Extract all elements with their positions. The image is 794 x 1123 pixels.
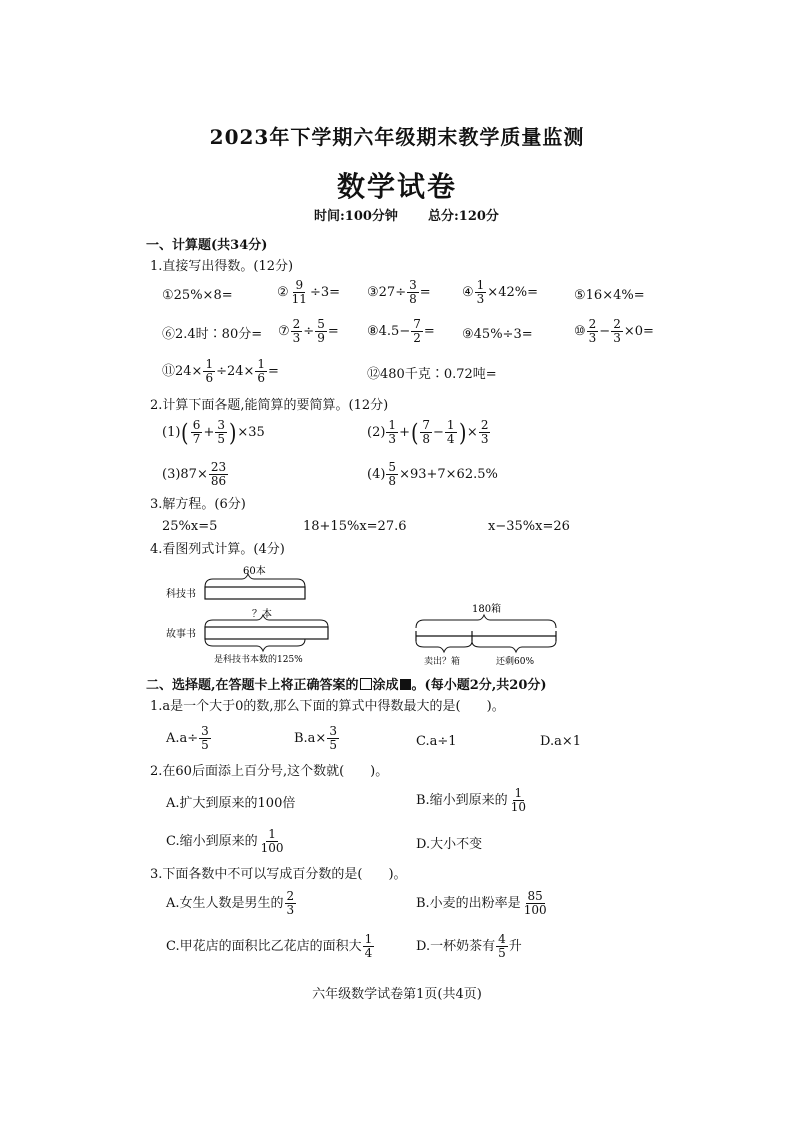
- calc-item-5: ⑤16×4%=: [574, 288, 645, 303]
- diagram2-left-label: 卖出？箱: [424, 657, 461, 667]
- q2-problem-3: (3)87× $\frac{23}{86}$: [162, 460, 227, 488]
- q3-label: 3.解方程。(6分): [150, 497, 246, 512]
- diagram2-top-brace: [416, 615, 556, 628]
- diagram2-right-brace: [472, 641, 556, 652]
- q2-label: 2.计算下面各题,能简算的要简算。(12分): [150, 398, 389, 413]
- calc-item-2: ② $\frac{9}{11}$ ÷3=: [277, 278, 340, 306]
- s2-q1-option-b: B.a× $\frac{3}{5}$: [294, 724, 337, 752]
- empty-square-icon: [360, 678, 372, 690]
- filled-square-icon: [400, 679, 411, 690]
- calc-item-3: ③27÷ $\frac{3}{8}$ =: [367, 278, 431, 306]
- diagram1-bottom-label: 是科技书本数的125%: [214, 655, 303, 665]
- diagram2-left-brace: [416, 641, 472, 652]
- diagram1-top-label: 60本: [243, 566, 266, 577]
- q2-problem-4: (4) $\frac{5}{8}$ ×93+7×62.5%: [367, 460, 498, 488]
- diagram1-bar-science: [205, 587, 305, 599]
- s2-q3-option-a: A.女生人数是男生的 $\frac{2}{3}$: [166, 889, 295, 917]
- diagram1-question-label: ？本: [252, 609, 272, 620]
- s2-q2-option-b: B.缩小到原来的 $\frac{1}{10}$: [416, 786, 526, 814]
- calc-item-4: ④ $\frac{1}{3}$ ×42%=: [462, 278, 538, 306]
- exam-subtitle: 数学试卷: [336, 170, 457, 203]
- diagram1-row1-label: 科技书: [166, 589, 196, 600]
- s2-q3-option-b: B.小麦的出粉率是 $\frac{85}{100}$: [416, 889, 547, 917]
- diagram2-right-label: 还剩60%: [496, 657, 535, 667]
- q2-problem-2: (2) $\frac{1}{3}$ +( $\frac{7}{8}$ − $\frac{1}{4}$ )× $\frac{2}{3}$: [367, 418, 489, 447]
- s2-q2-option-a: A.扩大到原来的100倍: [166, 796, 296, 811]
- equation-2: 18+15%x=27.6: [303, 519, 407, 534]
- section2-heading: 二、选择题,在答题卡上将正确答案的 涂成 。(每小题2分,共20分): [146, 678, 547, 693]
- diagram1-row2-label: 故事书: [166, 629, 196, 640]
- section1-heading: 一、计算题(共34分): [146, 238, 268, 253]
- diagram1-bar-story: [205, 627, 328, 639]
- s2-q3-option-c: C.甲花店的面积比乙花店的面积大 $\frac{1}{4}$: [166, 932, 373, 960]
- q4-label: 4.看图列式计算。(4分): [150, 542, 285, 557]
- calc-item-11: ⑪24× $\frac{1}{6}$ ÷24× $\frac{1}{6}$ =: [162, 357, 279, 385]
- calc-item-12: ⑫480千克∶0.72吨=: [367, 367, 497, 382]
- exam-time: 时间:100分钟: [314, 209, 398, 224]
- s2-q1-option-d: D.a×1: [540, 734, 582, 749]
- calc-item-8: ⑧4.5− $\frac{7}{2}$ =: [367, 317, 435, 345]
- calc-item-7: ⑦ $\frac{2}{3}$ ÷ $\frac{5}{9}$ =: [278, 317, 339, 345]
- s2-q2-stem: 2.在60后面添上百分号,这个数就( )。: [150, 764, 389, 779]
- s2-q3-option-d: D.一杯奶茶有 $\frac{4}{5}$ 升: [416, 932, 522, 960]
- s2-q1-stem: 1.a是一个大于0的数,那么下面的算式中得数最大的是( )。: [150, 699, 505, 714]
- s2-q2-option-d: D.大小不变: [416, 837, 483, 852]
- exam-score: 总分:120分: [428, 209, 499, 224]
- s2-q3-stem: 3.下面各数中不可以写成百分数的是( )。: [150, 867, 407, 882]
- diagram-1: [160, 560, 340, 668]
- diagram-2: [410, 598, 570, 670]
- s2-q1-option-a: A.a÷ $\frac{3}{5}$: [166, 724, 209, 752]
- q2-problem-1: (1)( $\frac{6}{7}$ + $\frac{3}{5}$ )×35: [162, 418, 265, 447]
- q1-label: 1.直接写出得数。(12分): [150, 259, 294, 274]
- page-footer: 六年级数学试卷第1页(共4页): [312, 987, 482, 1002]
- s2-q1-option-c: C.a÷1: [416, 734, 457, 749]
- equation-3: x−35%x=26: [488, 519, 570, 534]
- calc-item-9: ⑨45%÷3=: [462, 327, 533, 342]
- calc-item-10: ⑩ $\frac{2}{3}$ − $\frac{2}{3}$ ×0=: [574, 317, 654, 345]
- diagram2-top-label: 180箱: [472, 604, 502, 615]
- exam-title: 2023年下学期六年级期末教学质量监测: [209, 125, 585, 149]
- calc-item-1: ①25%×8=: [162, 288, 233, 303]
- calc-item-6: ⑥2.4时∶80分=: [162, 327, 263, 342]
- diagram1-bottom-brace: [205, 639, 305, 651]
- s2-q2-option-c: C.缩小到原来的 $\frac{1}{100}$: [166, 827, 284, 855]
- equation-1: 25%x=5: [162, 519, 218, 534]
